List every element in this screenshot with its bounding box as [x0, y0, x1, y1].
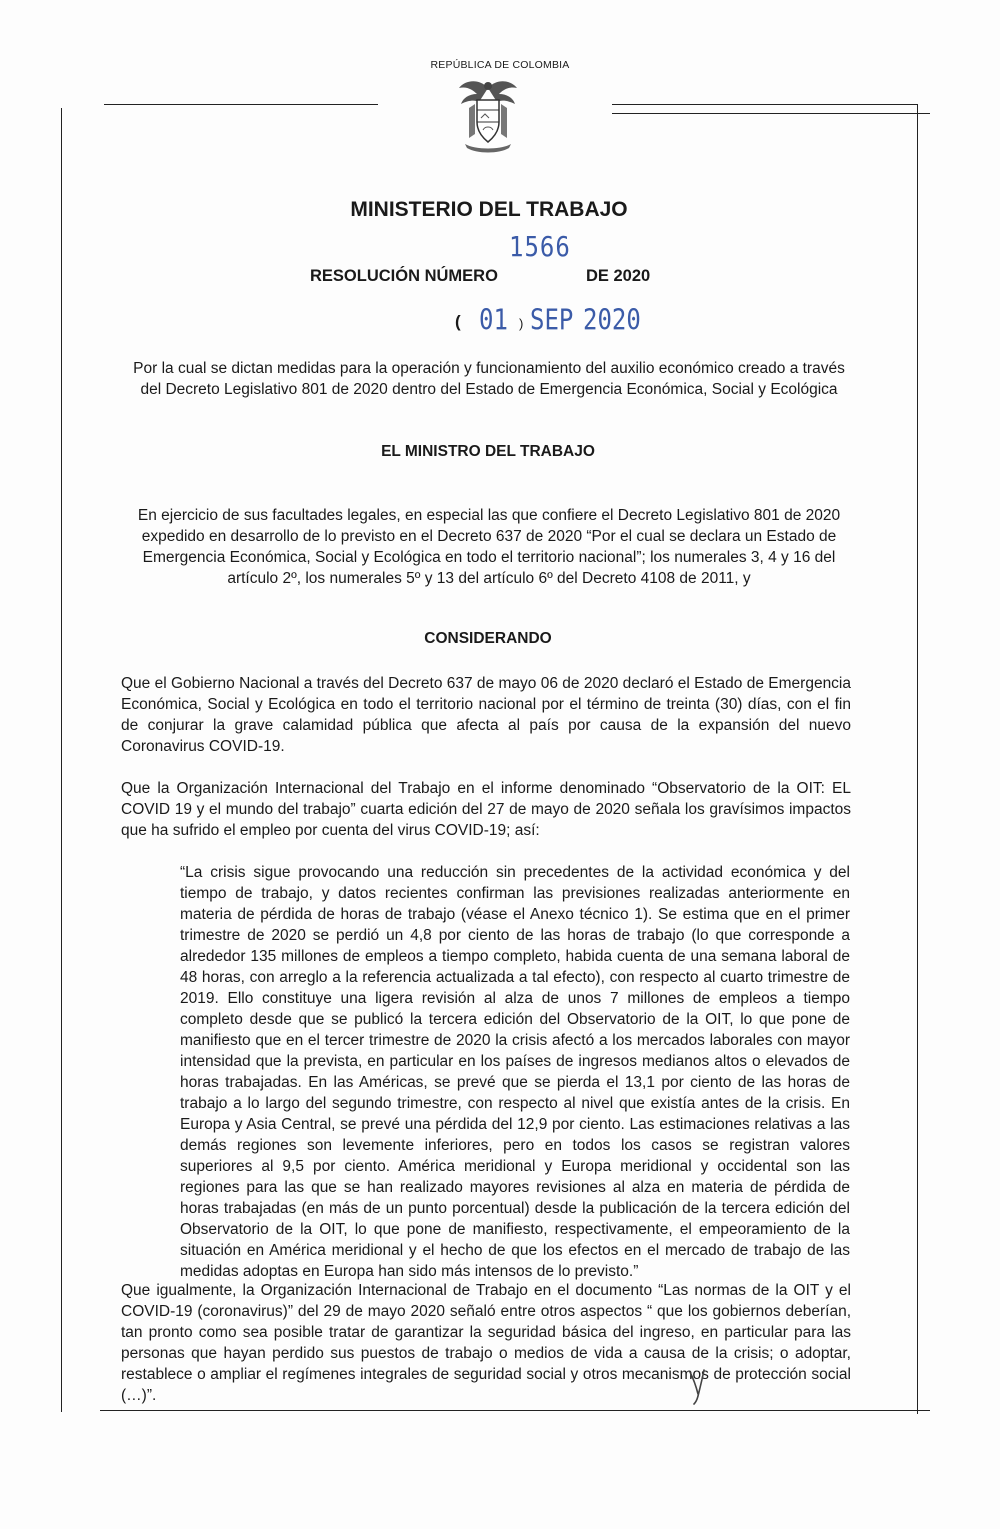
resolution-number-stamp: 1566 — [509, 230, 571, 264]
issuer-heading: EL MINISTRO DEL TRABAJO — [381, 443, 595, 460]
date-day-stamp: 01 — [479, 303, 508, 337]
bottom-rule — [100, 1410, 930, 1411]
top-rule-right — [612, 104, 918, 105]
legal-faculties: En ejercicio de sus facultades legales, en especial las que confiere el Decreto Legislativo 801 de 2020 expedido en desarrollo de lo previsto en el Decreto 637 de 2020 “Por el cual se declara un Estado de Emergencia Económica, Social y Ecológica en todo el territorio nacional”; los numerales 3, 4 y 16 del artículo 2º, los numerales 5º y 13 del artículo 6º del Decreto 4108 de 2011, y — [137, 507, 841, 587]
considering-paragraph-2: Que la Organización Internacional del Trabajo en el informe denominado “Observatorio de la OIT: EL COVID 19 y el mundo del trabajo” cuarta edición del 27 de mayo de 2020 señala los gravísimos impactos que ha sufrido el empleo por cuenta del virus COVID-19; así: — [121, 780, 851, 839]
resolution-year: DE 2020 — [586, 267, 651, 285]
date-paren-open: ( — [455, 312, 461, 331]
resolution-subject: Por la cual se dictan medidas para la operación y funcionamiento del auxilio económico creado a través del Decreto Legislativo 801 de 2020 dentro del Estado de Emergencia Económica, Social y Ecológica — [133, 360, 845, 398]
frame-top-right — [612, 113, 930, 114]
date-paren-close: ) — [519, 316, 524, 331]
handwritten-initial-icon — [686, 1366, 710, 1406]
date-year-stamp: 2020 — [583, 303, 641, 337]
coat-of-arms-icon — [455, 74, 521, 156]
considering-paragraph-1: Que el Gobierno Nacional a través del Decreto 637 de mayo 06 de 2020 declaró el Estado de Emergencia Económica, Social y Ecológica en todo el territorio nacional por el término de treinta (30) días, con el fin de conjurar la grave calamidad pública que afecta al país por causa de la expansión del nuevo Coronavirus COVID-19. — [121, 675, 851, 755]
resolution-label: RESOLUCIÓN NÚMERO — [310, 267, 498, 285]
frame-left — [61, 108, 62, 1412]
considerando-heading: CONSIDERANDO — [424, 630, 552, 647]
considering-paragraph-3: Que igualmente, la Organización Internacional de Trabajo en el documento “Las normas de la OIT y el COVID-19 (coronavirus)” del 29 de mayo 2020 señaló entre otros aspectos “ que los gobiernos deberían, tan pronto como sea posible tratar de garantizar la seguridad básica del ingreso, en particular para las personas que hayan perdido sus puestos de trabajo o medios de vida a causa de la crisis; o adoptar, restablece o ampliar el regímenes integrales de seguridad social y otros mecanismos de protección social (…)”. — [121, 1282, 851, 1404]
date-month-stamp: SEP — [530, 303, 574, 337]
ministry-title: MINISTERIO DEL TRABAJO — [350, 198, 628, 221]
top-rule-left — [104, 104, 378, 105]
frame-right — [917, 104, 918, 1414]
country-name: REPÚBLICA DE COLOMBIA — [430, 59, 570, 71]
oit-quote: “La crisis sigue provocando una reducción sin precedentes de la actividad económica y del tiempo de trabajo, y datos recientes confirman las previsiones realizadas anteriormente en materia de pérdida de horas de trabajo (véase el Anexo técnico 1). Se estima que en el primer trimestre de 2020 se perdió un 4,8 por ciento de las horas de trabajo (lo que corresponde a alrededor 135 millones de empleos a tiempo completo, habida cuenta de una semana laboral de 48 horas, con arreglo a la referencia actualizada a tal efecto), con respecto al cuarto trimestre de 2019. Ello constituye una ligera revisión al alza de unos 7 millones de empleos a tiempo completo desde que se publicó la tercera edición del Observatorio de la OIT, lo que pone de manifiesto que en el tercer trimestre de 2020 la crisis afectó a los mercados laborales con mayor intensidad que la prevista, en particular en los países de ingresos medianos altos o elevados de horas trabajadas. En las Américas, se prevé que se pierda el 13,1 por ciento de las horas de trabajo a lo largo del segundo trimestre, con respecto al nivel que existía antes de la crisis. En Europa y Asia Central, se prevé una pérdida del 12,9 por ciento. Las estimaciones relativas a las demás regiones son levemente inferiores, pero en todos los casos se registran valores superiores al 9,5 por ciento. América meridional y Europa meridional y occidental son las regiones para las que se han realizado mayores revisiones al alza en materia de pérdida de horas trabajadas (en más de un punto porcentual) desde la publicación de la tercera edición del Observatorio de la OIT, lo que pone de manifiesto, respectivamente, el empeoramiento de la situación en América meridional y el hecho de que los efectos en el mercado de trabajo de las medidas adoptas en Europa han sido más intensos de lo previsto.” — [180, 864, 850, 1280]
